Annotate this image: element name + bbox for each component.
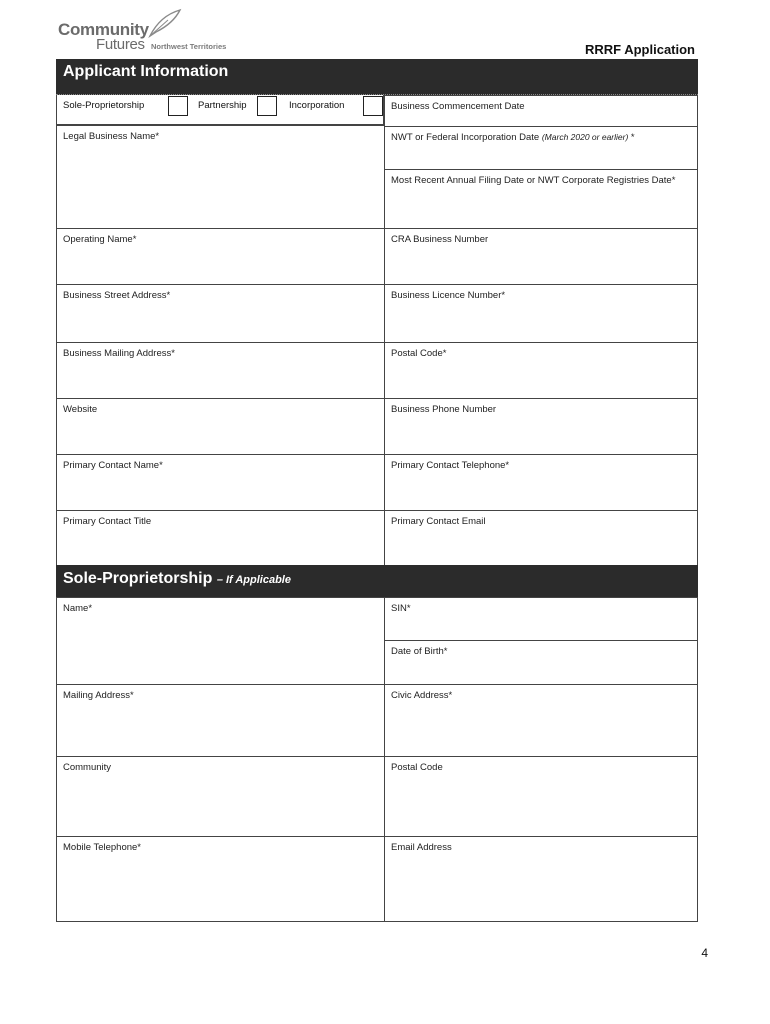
commencement-date-field[interactable] — [384, 95, 698, 127]
field-label: Postal Code* — [391, 348, 447, 359]
logo-line-2: Futures — [96, 36, 145, 53]
incorporation-date-field[interactable] — [384, 126, 698, 170]
legal-business-name-field[interactable] — [56, 125, 385, 229]
page-number: 4 — [701, 946, 708, 960]
field-label: Website — [63, 404, 98, 415]
incorporation-checkbox[interactable] — [363, 96, 383, 116]
cra-business-number-field[interactable] — [384, 228, 698, 285]
field-label: Mobile Telephone* — [63, 842, 141, 853]
primary-contact-email-field[interactable] — [384, 510, 698, 566]
postal-code-field[interactable] — [384, 342, 698, 399]
section-header-applicant — [56, 59, 698, 95]
field-label: Community — [63, 762, 112, 773]
entity-type-label: Sole-Proprietorship — [63, 100, 145, 111]
field-label: CRA Business Number — [391, 234, 489, 245]
section-header-sole-proprietorship — [56, 565, 698, 598]
email-address-field[interactable] — [384, 836, 698, 922]
operating-name-field[interactable] — [56, 228, 385, 285]
field-note: (March 2020 or earlier) — [541, 132, 629, 142]
field-label: Name* — [63, 603, 93, 614]
business-phone-field[interactable] — [384, 398, 698, 455]
field-label: Most Recent Annual Filing Date or NWT Corporate Registries Date* — [391, 175, 676, 186]
field-label: Primary Contact Email — [391, 516, 486, 527]
sole-postal-code-field[interactable] — [384, 756, 698, 837]
community-field[interactable] — [56, 756, 385, 837]
field-required-star: * — [628, 132, 635, 143]
business-mailing-address-field[interactable] — [56, 342, 385, 399]
field-label: Date of Birth* — [391, 646, 448, 657]
website-field[interactable] — [56, 398, 385, 455]
field-label: Business Licence Number* — [391, 290, 506, 301]
field-label: Primary Contact Title — [63, 516, 152, 527]
feather-icon — [146, 8, 186, 38]
community-futures-logo — [58, 8, 248, 56]
field-label: Primary Contact Telephone* — [391, 460, 510, 471]
section-title: Sole-Proprietorship — [63, 570, 213, 587]
sole-proprietorship-checkbox[interactable] — [168, 96, 188, 116]
field-label: SIN* — [391, 603, 411, 614]
entity-type-row — [56, 95, 384, 125]
field-label: Business Mailing Address* — [63, 348, 175, 359]
field-label: Primary Contact Name* — [63, 460, 163, 471]
civic-address-field[interactable] — [384, 684, 698, 757]
document-title: RRRF Application — [584, 42, 695, 57]
section-subtitle: – If Applicable — [216, 574, 291, 586]
mailing-address-field[interactable] — [56, 684, 385, 757]
sin-field[interactable] — [384, 597, 698, 641]
field-label: Operating Name* — [63, 234, 137, 245]
logo-line-3: Northwest Territories — [151, 42, 227, 51]
entity-type-label: Partnership — [198, 100, 247, 111]
primary-contact-name-field[interactable] — [56, 454, 385, 511]
primary-contact-telephone-field[interactable] — [384, 454, 698, 511]
field-label: NWT or Federal Incorporation Date — [391, 132, 540, 143]
field-label: Email Address — [391, 842, 452, 853]
date-of-birth-field[interactable] — [384, 640, 698, 685]
field-label: Civic Address* — [391, 690, 453, 701]
section-title: Applicant Information — [63, 63, 229, 80]
field-label: Business Phone Number — [391, 404, 497, 415]
business-licence-number-field[interactable] — [384, 284, 698, 343]
field-label: Business Street Address* — [63, 290, 171, 301]
field-label: Legal Business Name* — [63, 131, 160, 142]
primary-contact-title-field[interactable] — [56, 510, 385, 566]
name-field[interactable] — [56, 597, 385, 685]
field-label: Postal Code — [391, 762, 443, 773]
entity-type-label: Incorporation — [289, 100, 345, 111]
mobile-telephone-field[interactable] — [56, 836, 385, 922]
field-label: Business Commencement Date — [391, 101, 525, 112]
field-label: Mailing Address* — [63, 690, 134, 701]
partnership-checkbox[interactable] — [257, 96, 277, 116]
business-street-address-field[interactable] — [56, 284, 385, 343]
logo-line-1: Community — [58, 20, 149, 39]
filing-date-field[interactable] — [384, 169, 698, 229]
